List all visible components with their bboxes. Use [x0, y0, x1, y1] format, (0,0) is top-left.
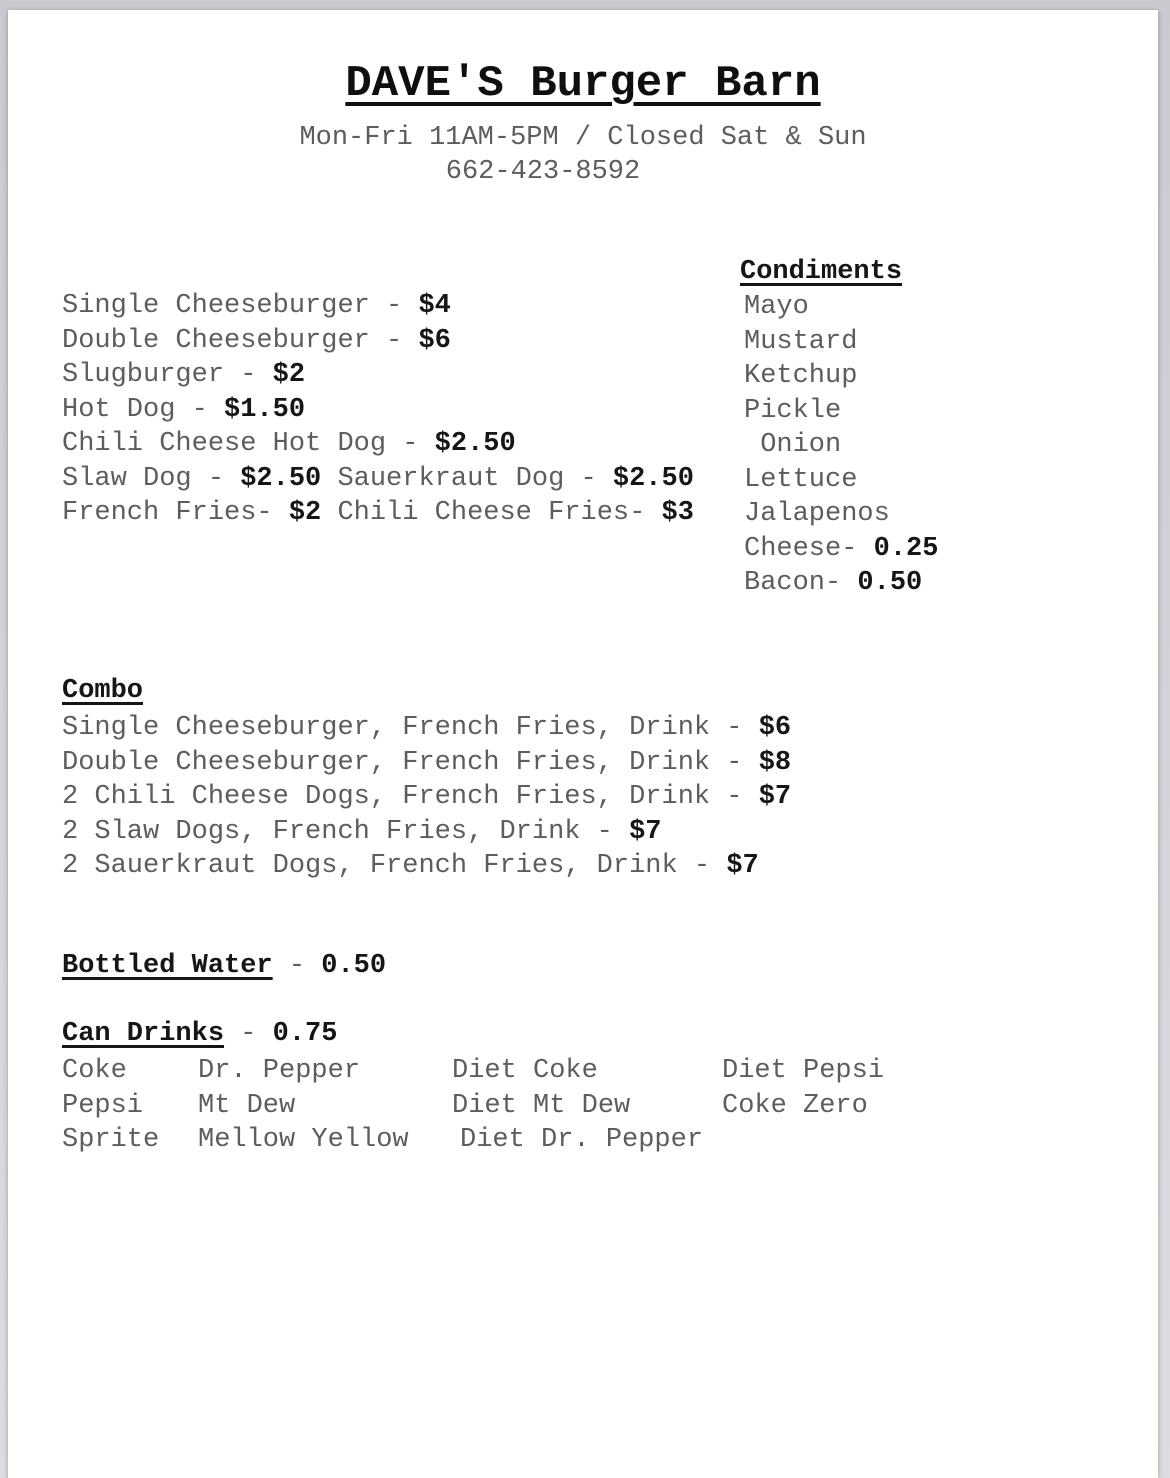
label-text: Ketchup — [744, 361, 858, 391]
label-text: Cheese- — [744, 533, 874, 564]
price-text: Can Drinks — [62, 1019, 225, 1049]
drinks-grid — [62, 1054, 884, 1158]
drink-option: Dr. Pepper — [198, 1056, 361, 1086]
price-text: $6 — [418, 325, 451, 356]
menu-line — [744, 463, 938, 498]
label-text: 2 Sauerkraut Dogs, French Fries, Drink - — [62, 851, 727, 881]
label-text: Chili Cheese Fries- — [321, 498, 662, 528]
label-text: Jalapenos — [744, 499, 890, 529]
page-title: DAVE'S Burger Barn — [345, 59, 821, 109]
phone-number: 662-423-8592 — [445, 157, 641, 187]
price-text: $2 — [288, 498, 322, 528]
label-text: 2 Chili Cheese Dogs, French Fries, Drink - — [62, 782, 759, 812]
label-text: Double Cheeseburger, French Fries, Drink - — [62, 747, 759, 778]
main-menu-list — [62, 289, 694, 531]
drink-option: Pepsi — [62, 1090, 144, 1121]
label-text: Slugburger - — [62, 360, 273, 390]
menu-line — [62, 849, 791, 884]
menu-line — [62, 711, 791, 746]
label-text: French Fries- — [62, 498, 289, 528]
price-text: $7 — [758, 782, 792, 812]
price-text: $3 — [661, 498, 694, 528]
price-text: $7 — [726, 851, 759, 881]
label-text: - — [272, 951, 322, 981]
price-text: 0.50 — [321, 951, 387, 981]
label-text: Double Cheeseburger - — [62, 325, 419, 356]
price-text: $2.50 — [434, 429, 516, 459]
drink-option: Diet Pepsi — [722, 1056, 885, 1086]
label-text: Mustard — [744, 326, 858, 357]
label-text: 2 Slaw Dogs, French Fries, Drink - — [62, 816, 630, 847]
menu-line — [744, 566, 938, 601]
menu-line — [744, 532, 938, 567]
price-text: $2.50 — [612, 463, 694, 494]
label-text: Sauerkraut Dog - — [321, 463, 613, 494]
drink-option: Coke Zero — [722, 1090, 868, 1121]
drink-row — [62, 1054, 884, 1089]
label-text: Mayo — [744, 292, 809, 322]
menu-line — [744, 290, 938, 325]
menu-line — [744, 497, 938, 532]
drink-option: Coke — [62, 1056, 127, 1086]
menu-line — [62, 324, 694, 359]
menu-line — [744, 394, 938, 429]
drink-option: Diet Mt Dew — [452, 1090, 631, 1121]
label-text: - — [224, 1019, 273, 1049]
can-drinks-heading — [62, 1017, 337, 1052]
menu-line — [62, 289, 694, 324]
price-text: $6 — [758, 713, 792, 743]
label-text: Onion — [744, 430, 842, 460]
price-text: 0.25 — [873, 533, 939, 564]
price-text: $2.50 — [240, 463, 322, 494]
menu-line — [744, 359, 938, 394]
menu-line — [744, 428, 938, 463]
price-text: Condiments — [740, 257, 903, 287]
price-text: $8 — [758, 747, 792, 778]
bottled-water-line — [62, 949, 386, 984]
combo-list — [62, 711, 791, 884]
label-text: Single Cheeseburger - — [62, 291, 419, 321]
condiments-heading — [740, 255, 902, 290]
label-text: Pickle — [744, 395, 842, 426]
price-text: Combo — [62, 676, 144, 706]
price-text: $4 — [418, 291, 451, 321]
drink-row — [62, 1089, 884, 1124]
label-text: Single Cheeseburger, French Fries, Drink - — [62, 713, 759, 743]
price-text: $7 — [629, 816, 662, 847]
menu-line — [62, 462, 694, 497]
price-text: 0.75 — [272, 1019, 338, 1049]
menu-line — [62, 358, 694, 393]
menu-page — [8, 10, 1158, 1478]
drink-option: Diet Dr. Pepper — [460, 1125, 704, 1155]
label-text: Hot Dog - — [62, 394, 225, 425]
condiments-list — [744, 290, 938, 601]
drink-option: Sprite — [62, 1125, 160, 1155]
label-text: Lettuce — [744, 464, 858, 495]
price-text: Bottled Water — [62, 951, 273, 981]
menu-line — [62, 815, 791, 850]
label-text: Slaw Dog - — [62, 463, 241, 494]
menu-line — [62, 780, 791, 815]
label-text: Chili Cheese Hot Dog - — [62, 429, 435, 459]
price-text: 0.50 — [857, 568, 923, 598]
menu-line — [744, 325, 938, 360]
opening-hours: Mon-Fri 11AM-5PM / Closed Sat & Sun — [299, 123, 867, 153]
combo-heading — [62, 674, 143, 709]
menu-line — [62, 393, 694, 428]
drink-option: Diet Coke — [452, 1056, 598, 1086]
label-text: Bacon- — [744, 568, 858, 598]
price-text: $1.50 — [224, 394, 306, 425]
menu-line — [62, 427, 694, 462]
menu-line — [62, 746, 791, 781]
drink-option: Mt Dew — [198, 1090, 296, 1121]
drink-option: Mellow Yellow — [198, 1125, 409, 1155]
menu-line — [62, 496, 694, 531]
drink-row — [62, 1123, 884, 1158]
price-text: $2 — [272, 360, 306, 390]
